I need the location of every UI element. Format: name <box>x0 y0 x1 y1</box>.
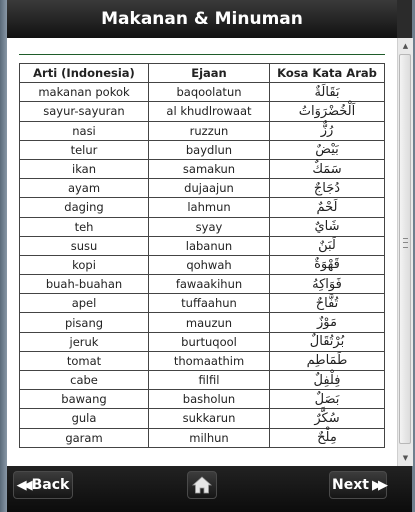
cell-arti: ayam <box>20 179 149 198</box>
table-row <box>20 351 385 370</box>
cell-ejaan: syay <box>149 217 270 236</box>
cell-ejaan: labanun <box>149 236 270 255</box>
double-chevron-left-icon: ◀◀ <box>16 477 29 493</box>
cell-arab: طَمَاطِم <box>270 351 385 370</box>
cell-ejaan: basholun <box>149 390 270 409</box>
cell-arab: فَوَاكِهُ <box>270 275 385 294</box>
cell-ejaan: baqoolatun <box>149 83 270 102</box>
cell-arab: بَصَلٌ <box>270 390 385 409</box>
cell-arab: لَحْمٌ <box>270 198 385 217</box>
cell-arti: ikan <box>20 159 149 178</box>
next-label: Next <box>332 477 369 493</box>
table-row <box>20 275 385 294</box>
cell-ejaan: burtuqool <box>149 332 270 351</box>
cell-arti: tomat <box>20 351 149 370</box>
table-row <box>20 409 385 428</box>
scroll-thumb[interactable] <box>399 54 411 444</box>
cell-arab: دُجَاجٌ <box>270 179 385 198</box>
cell-ejaan: milhun <box>149 428 270 447</box>
cell-ejaan: ruzzun <box>149 121 270 140</box>
cell-ejaan: thomaathim <box>149 351 270 370</box>
column-header-ejaan: Ejaan <box>149 64 270 83</box>
double-chevron-right-icon: ▶▶ <box>371 477 384 493</box>
content-area <box>7 38 397 466</box>
cell-arab: فِلْفِلٌ <box>270 371 385 390</box>
cell-arab: سُكَّرٌ <box>270 409 385 428</box>
vocab-table <box>19 63 385 448</box>
cell-ejaan: fawaakihun <box>149 275 270 294</box>
table-row <box>20 217 385 236</box>
cell-arti: apel <box>20 294 149 313</box>
scroll-up-arrow-icon[interactable]: ▲ <box>398 38 413 54</box>
table-row <box>20 159 385 178</box>
scroll-grip-icon <box>403 238 408 248</box>
cell-arti: gula <box>20 409 149 428</box>
divider <box>19 54 385 55</box>
back-button[interactable] <box>13 471 73 499</box>
cell-arti: bawang <box>20 390 149 409</box>
table-row <box>20 102 385 121</box>
cell-ejaan: mauzun <box>149 313 270 332</box>
cell-arab: لَبَنٌ <box>270 236 385 255</box>
column-header-arab: Kosa Kata Arab <box>270 64 385 83</box>
cell-arab: مَوْزٌ <box>270 313 385 332</box>
cell-ejaan: qohwah <box>149 255 270 274</box>
cell-ejaan: dujaajun <box>149 179 270 198</box>
table-row <box>20 140 385 159</box>
cell-arti: sayur-sayuran <box>20 102 149 121</box>
cell-arab: بَيْضٌ <box>270 140 385 159</box>
cell-arti: garam <box>20 428 149 447</box>
cell-arti: teh <box>20 217 149 236</box>
cell-arti: susu <box>20 236 149 255</box>
table-row <box>20 294 385 313</box>
scroll-down-arrow-icon[interactable]: ▼ <box>398 450 413 466</box>
cell-arab: اَلْخُضْرَوَاتُ <box>270 102 385 121</box>
table-row <box>20 390 385 409</box>
cell-arti: buah-buahan <box>20 275 149 294</box>
home-icon <box>192 476 212 494</box>
cell-arab: سَمَكٌ <box>270 159 385 178</box>
cell-arab: قَهْوَةٌ <box>270 255 385 274</box>
table-row <box>20 255 385 274</box>
cell-arti: cabe <box>20 371 149 390</box>
cell-ejaan: baydlun <box>149 140 270 159</box>
cell-ejaan: samakun <box>149 159 270 178</box>
table-row <box>20 332 385 351</box>
table-row <box>20 428 385 447</box>
cell-arab: تُفَّاحٌ <box>270 294 385 313</box>
vertical-scrollbar[interactable] <box>397 38 413 466</box>
cell-arab: بُرْتُقَالٌ <box>270 332 385 351</box>
table-row <box>20 121 385 140</box>
back-label: Back <box>31 477 70 493</box>
bottom-nav-bar <box>7 466 412 512</box>
cell-ejaan: filfil <box>149 371 270 390</box>
next-button[interactable] <box>329 471 387 499</box>
table-row <box>20 179 385 198</box>
page-title: Makanan & Minuman <box>7 0 397 38</box>
table-row <box>20 83 385 102</box>
cell-arab: رُزٌّ <box>270 121 385 140</box>
cell-arti: kopi <box>20 255 149 274</box>
cell-arti: pisang <box>20 313 149 332</box>
cell-arti: telur <box>20 140 149 159</box>
window-frame-left <box>0 0 7 512</box>
cell-ejaan: lahmun <box>149 198 270 217</box>
cell-ejaan: tuffaahun <box>149 294 270 313</box>
table-header-row <box>20 64 385 83</box>
cell-arab: مِلْحٌ <box>270 428 385 447</box>
cell-arti: makanan pokok <box>20 83 149 102</box>
table-row <box>20 313 385 332</box>
table-row <box>20 198 385 217</box>
table-row <box>20 236 385 255</box>
cell-arti: jeruk <box>20 332 149 351</box>
cell-arti: nasi <box>20 121 149 140</box>
home-button[interactable] <box>187 471 217 499</box>
cell-arab: بَقَالَةٌ <box>270 83 385 102</box>
table-row <box>20 371 385 390</box>
column-header-arti: Arti (Indonesia) <box>20 64 149 83</box>
cell-arti: daging <box>20 198 149 217</box>
cell-arab: شَايٌ <box>270 217 385 236</box>
cell-ejaan: al khudlrowaat <box>149 102 270 121</box>
cell-ejaan: sukkarun <box>149 409 270 428</box>
